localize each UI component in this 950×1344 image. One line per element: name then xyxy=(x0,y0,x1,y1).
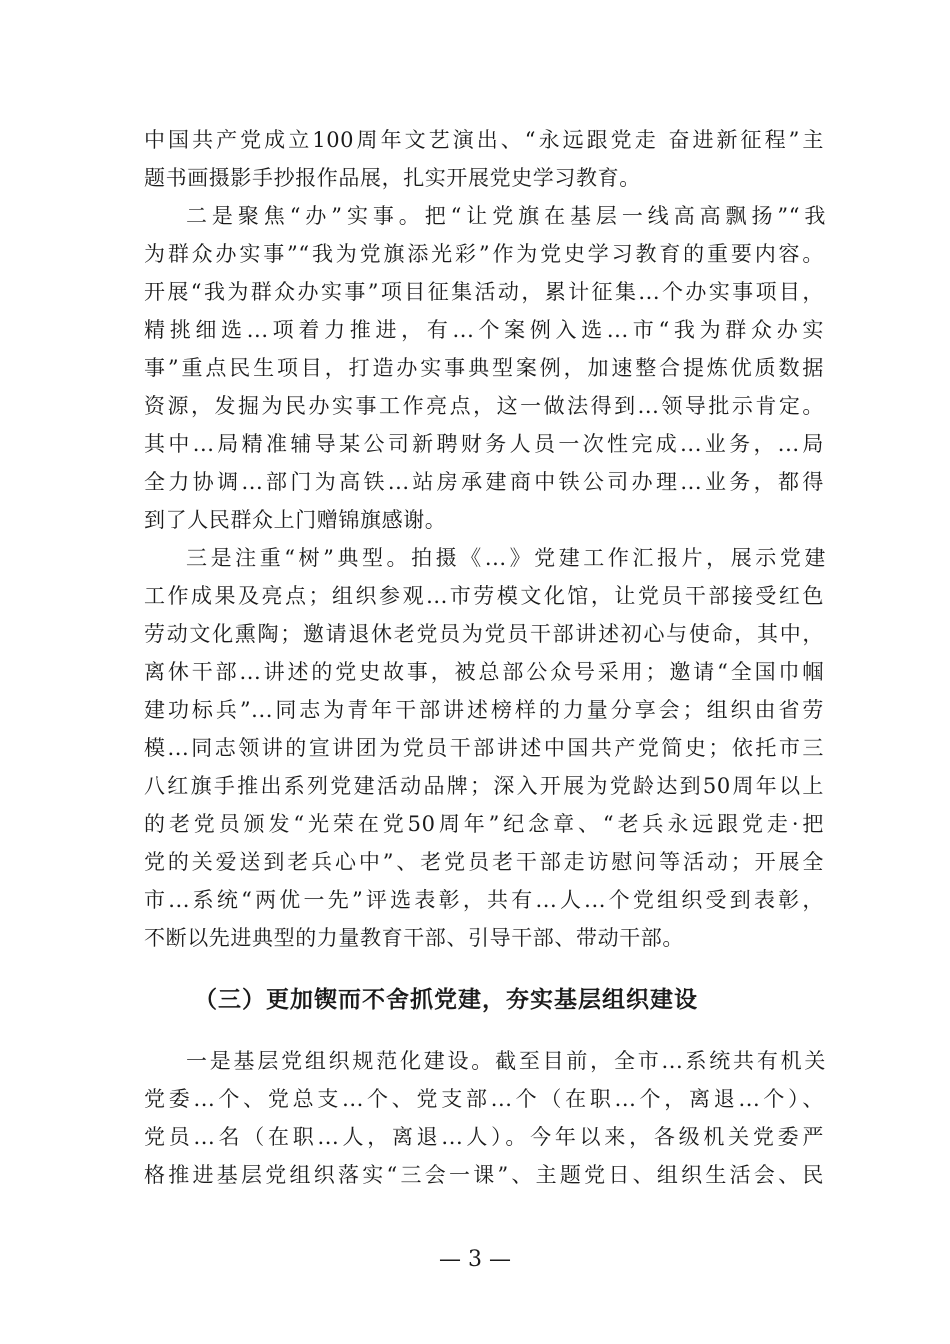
paragraph-line: 题书画摄影手抄报作品展，扎实开展党史学习教育。 xyxy=(144,166,641,190)
paragraph-line: 劳动文化熏陶；邀请退休老党员为党员干部讲述初心与使命，其中， xyxy=(144,622,824,646)
paragraph-line: 资源，发掘为民办实事工作亮点，这一做法得到...领导批示肯定。 xyxy=(144,394,824,418)
paragraph-line: 党员...名（在职...人，离退...人）。今年以来，各级机关党委严 xyxy=(144,1125,824,1149)
paragraph-line: 的老党员颁发“光荣在党50周年”纪念章、“老兵永远跟党走·把 xyxy=(144,812,824,836)
paragraph-line: 为群众办实事”“我为党旗添光彩”作为党史学习教育的重要内容。 xyxy=(144,242,824,266)
paragraph-line: 党委...个、党总支...个、党支部...个（在职...个，离退...个）、 xyxy=(144,1087,824,1111)
paragraph-line: 建功标兵”...同志为青年干部讲述榜样的力量分享会；组织由省劳 xyxy=(144,698,824,722)
paragraph-line: 到了人民群众上门赠锦旗感谢。 xyxy=(144,508,447,532)
paragraph-line: 精挑细选...项着力推进，有...个案例入选...市“我为群众办实 xyxy=(144,318,824,342)
paragraph-line: 开展“我为群众办实事”项目征集活动，累计征集...个办实事项目， xyxy=(144,280,824,304)
paragraph-line: 模...同志领讲的宣讲团为党员干部讲述中国共产党简史；依托市三 xyxy=(144,736,824,760)
paragraph-line: 全力协调...部门为高铁...站房承建商中铁公司办理...业务，都得 xyxy=(144,470,824,494)
paragraph-line: 中国共产党成立100周年文艺演出、“永远跟党走 奋进新征程”主 xyxy=(144,128,824,152)
paragraph-line: 三是注重“树”典型。拍摄《...》党建工作汇报片，展示党建 xyxy=(186,546,826,570)
paragraph-line: 工作成果及亮点；组织参观...市劳模文化馆，让党员干部接受红色 xyxy=(144,584,824,608)
paragraph-line: 事”重点民生项目，打造办实事典型案例，加速整合提炼优质数据 xyxy=(144,356,824,380)
paragraph-line: 其中...局精准辅导某公司新聘财务人员一次性完成...业务，...局 xyxy=(144,432,824,456)
paragraph-line: 离休干部...讲述的党史故事，被总部公众号采用；邀请“全国巾帼 xyxy=(144,660,824,684)
paragraph-line: 八红旗手推出系列党建活动品牌；深入开展为党龄达到50周年以上 xyxy=(144,774,824,798)
paragraph-line: 党的关爱送到老兵心中”、老党员老干部走访慰问等活动；开展全 xyxy=(144,850,824,874)
paragraph-line: 格推进基层党组织落实“三会一课”、主题党日、组织生活会、民 xyxy=(144,1163,824,1187)
paragraph-line: 不断以先进典型的力量教育干部、引导干部、带动干部。 xyxy=(144,926,684,950)
paragraph-line: 市...系统“两优一先”评选表彰，共有...人...个党组织受到表彰， xyxy=(144,888,824,912)
paragraph-line: 一是基层党组织规范化建设。截至目前，全市...系统共有机关 xyxy=(186,1049,826,1073)
section-heading: （三）更加锲而不舍抓党建，夯实基层组织建设 xyxy=(194,986,698,1013)
paragraph-line: 二是聚焦“办”实事。把“让党旗在基层一线高高飘扬”“我 xyxy=(186,204,826,228)
page-number: — 3 — xyxy=(439,1247,511,1272)
